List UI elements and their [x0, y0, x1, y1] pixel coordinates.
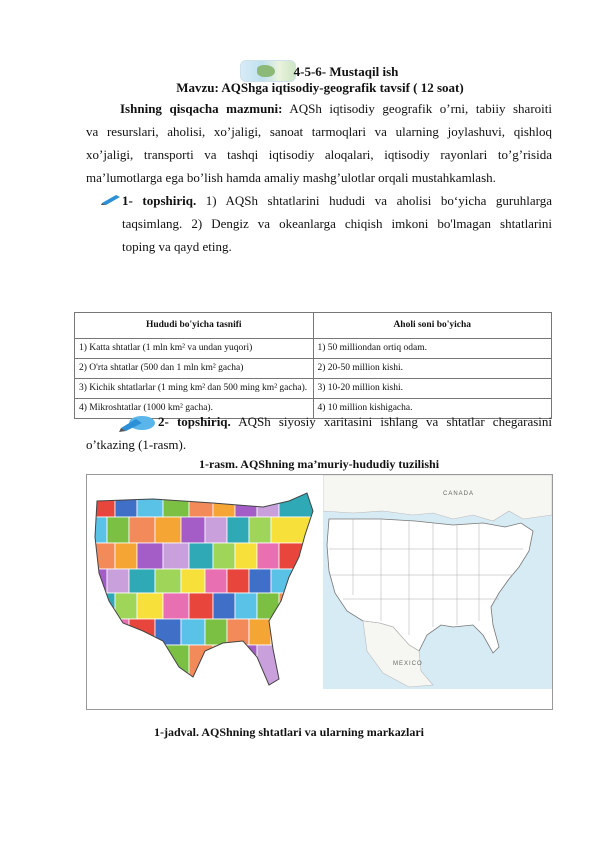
state-region: [213, 481, 235, 517]
state-region: [163, 481, 189, 517]
state-region: [107, 517, 129, 543]
us-political-map-colored: [93, 481, 319, 701]
state-region: [137, 543, 163, 569]
table-row: [75, 359, 552, 379]
state-region: [249, 619, 271, 645]
state-region: [189, 593, 213, 619]
table-cell: 3) 10-20 million kishi.: [313, 379, 552, 399]
summary-label: Ishning qisqacha mazmuni:: [120, 101, 283, 116]
summary-line-4: ma’lumotlarga ega bo’lish hamda amaliy mashg’ulotlar orqali mustahkamlash.: [86, 170, 496, 185]
task2-line-1: AQSh siyosiy xaritasini ishlang va shtatlar chegarasini: [230, 414, 552, 429]
state-mosaic: [93, 481, 319, 701]
canada-label: CANADA: [443, 491, 475, 497]
state-region: [107, 569, 129, 593]
state-region: [115, 645, 137, 701]
state-region: [181, 517, 205, 543]
figure-caption: 1-rasm. AQShning ma’muriy-hududiy tuzilishi: [198, 457, 440, 471]
state-region: [279, 645, 319, 701]
state-region: [205, 619, 227, 645]
state-region: [235, 543, 257, 569]
state-region: [249, 569, 271, 593]
state-region: [93, 619, 107, 645]
state-region: [189, 645, 213, 701]
task1-line-3: toping va qayd eting.: [122, 239, 232, 254]
task1-label: 1- topshiriq.: [122, 193, 197, 208]
state-region: [213, 645, 235, 701]
state-region: [93, 645, 115, 701]
state-region: [271, 517, 319, 543]
table-header-row: [75, 313, 552, 339]
state-region: [129, 569, 155, 593]
summary-line-3: xo’jaligi, transporti va tashqi iqtisodiy aloqalari, iqtisodiy rayonlari to’g’risida: [86, 147, 552, 162]
state-region: [137, 645, 163, 701]
state-region: [181, 619, 205, 645]
state-region: [205, 517, 227, 543]
state-region: [235, 593, 257, 619]
state-region: [163, 543, 189, 569]
state-region: [213, 543, 235, 569]
classification-table: [74, 312, 552, 419]
state-region: [257, 543, 279, 569]
task1-paragraph: [122, 189, 552, 258]
state-region: [257, 593, 279, 619]
state-region: [181, 569, 205, 593]
state-region: [155, 517, 181, 543]
table-cell: 3) Kichik shtatlarlar (1 ming km² dan 500 ming km² gacha).: [75, 379, 314, 399]
task2-label: 2- topshiriq.: [158, 414, 231, 429]
state-region: [129, 517, 155, 543]
table-cell: 4) 10 million kishigacha.: [313, 399, 552, 419]
topic-title: Mavzu: AQShga iqtisodiy-geografik tavsif ( 12 soat): [176, 80, 464, 95]
state-region: [155, 619, 181, 645]
table-cell: 1) Katta shtatlar (1 mln km² va undan yuqori): [75, 339, 314, 359]
state-region: [235, 481, 257, 517]
state-region: [189, 543, 213, 569]
task1-line-2: taqsimlang. 2) Dengiz va okeanlarga chiqish imkoni bo'lmagan shtatlarini: [122, 216, 552, 231]
state-region: [163, 645, 189, 701]
table-cell: 1) 50 milliondan ortiq odam.: [313, 339, 552, 359]
state-region: [115, 543, 137, 569]
pencil-icon: [100, 193, 122, 205]
task1-line-1: 1) AQSh shtatlarini hududi va aholisi bo‘yicha guruhlarga: [196, 193, 552, 208]
state-region: [155, 569, 181, 593]
state-region: [271, 569, 319, 593]
table-caption: 1-jadval. AQShning shtatlari va ularning markazlari: [153, 725, 425, 739]
map-figure: [86, 474, 553, 710]
state-region: [257, 481, 279, 517]
state-region: [257, 645, 279, 701]
state-region: [249, 517, 271, 543]
state-region: [227, 517, 249, 543]
table-cell: 2) O'rta shtatlar (500 dan 1 mln km² gacha): [75, 359, 314, 379]
summary-line-2: va resurslari, aholisi, xo’jaligi, sanoat tarmoqlari va ularning joylashuvi, qishloq: [86, 124, 552, 139]
table-header-area: Hududi bo'yicha tasnifi: [75, 313, 314, 339]
state-region: [213, 593, 235, 619]
state-region: [137, 593, 163, 619]
state-region: [115, 481, 137, 517]
state-region: [227, 569, 249, 593]
task2-line-2: o’tkazing (1-rasm).: [86, 437, 187, 452]
state-region: [129, 619, 155, 645]
state-region: [107, 619, 129, 645]
state-region: [279, 593, 319, 619]
summary-line-1: AQSh iqtisodiy geografik o’rni, tabiiy sharoiti: [282, 101, 552, 116]
summary-paragraph: [86, 97, 552, 189]
table-cell: 4) Mikroshtatlar (1000 km² gacha).: [75, 399, 314, 419]
state-region: [271, 619, 319, 645]
task2-paragraph: [86, 410, 552, 456]
table-cell: 2) 20-50 million kishi.: [313, 359, 552, 379]
table-row: [75, 339, 552, 359]
mexico-label: MEXICO: [393, 661, 423, 667]
table-row: [75, 379, 552, 399]
us-outline-map: [323, 475, 552, 689]
state-region: [205, 569, 227, 593]
state-region: [163, 593, 189, 619]
table-header-population: Aholi soni bo'yicha: [313, 313, 552, 339]
state-region: [189, 481, 213, 517]
lesson-title: 4-5-6- Mustaqil ish: [293, 64, 399, 79]
